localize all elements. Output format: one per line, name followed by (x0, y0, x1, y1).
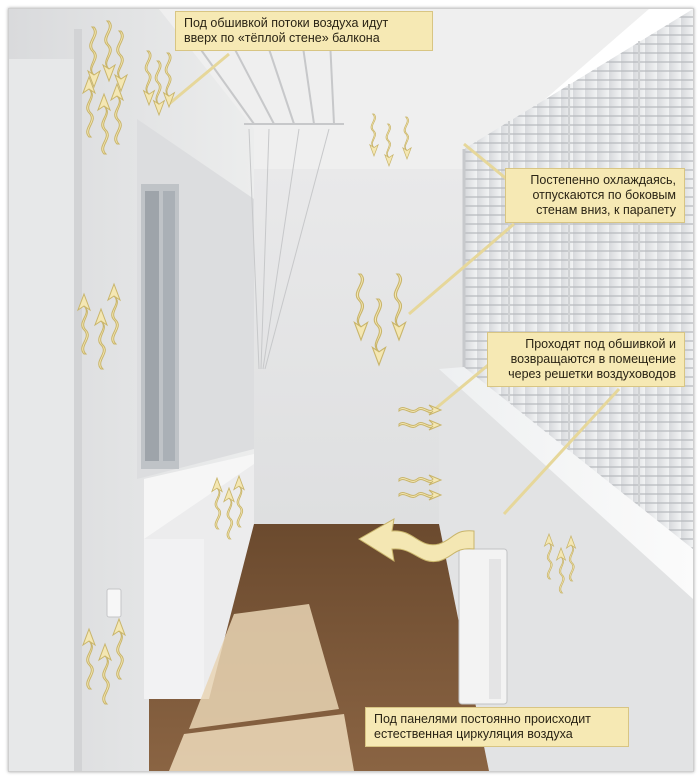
left-window-glass (163, 191, 175, 461)
cabinet-front (144, 539, 204, 699)
callout-circulation: Под панелями постоянно происходит естественная циркуляция воздуха (365, 707, 629, 747)
left-window-glass (145, 191, 159, 461)
callout-return-flow: Проходят под обшивкой и возвращаются в помещение через решетки воздуховодов (487, 332, 685, 387)
light-switch (107, 589, 121, 617)
callout-cooling: Постепенно охлаждаясь, отпускаются по боковым стенам вниз, к парапету (505, 168, 685, 223)
callout-warm-wall: Под обшивкой потоки воздуха идут вверх по «тёплой стене» балкона (175, 11, 433, 51)
radiator-side (489, 559, 501, 699)
left-pillar-edge (74, 29, 82, 771)
left-pillar (9, 59, 74, 771)
balcony-photo (8, 8, 694, 772)
